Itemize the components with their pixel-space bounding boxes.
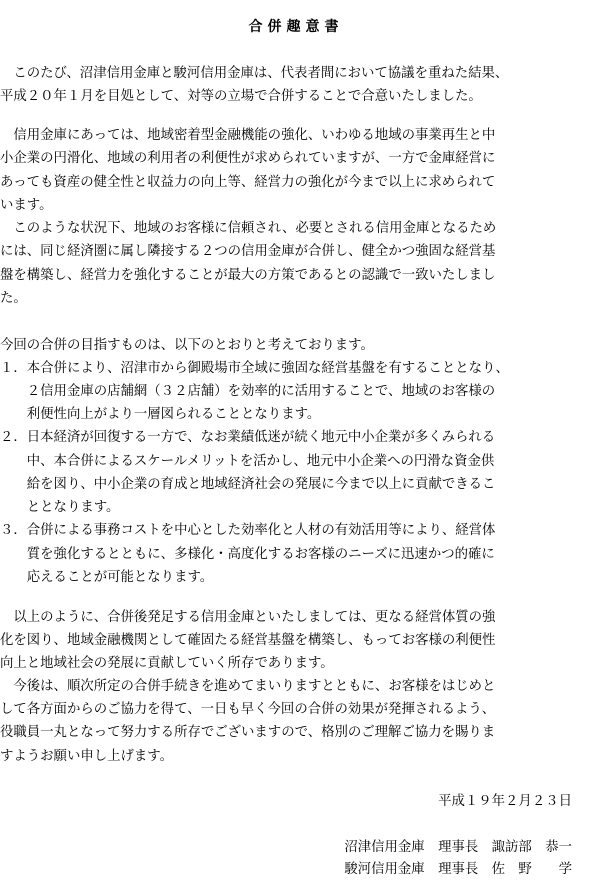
paragraph-4-line: 以上のように、合併後発足する信用金庫といたしましては、更なる経営体質の強 (0, 610, 496, 625)
goal-1-line: １．本合併により、沼津市から御殿場市全域に強固な経営基盤を有することとなり、 (0, 361, 509, 376)
signatory-numazu: 沼津信用金庫 理事長 諏訪部 恭一 (344, 840, 572, 855)
goal-2-line: ととなります。 (0, 500, 120, 515)
goal-2-line: ２．日本経済が回復する一方で、なお業績低迷が続く地元中小企業が多くみられる (0, 430, 496, 445)
goal-2-line: 中、本合併によるスケールメリットを活かし、地元中小企業への円滑な資金供 (0, 454, 495, 469)
goal-3-line: 応えることが可能となります。 (0, 570, 214, 585)
goal-2-line: 給を図り、中小企業の育成と地域経済社会の発展に今まで以上に貢献できるこ (0, 477, 496, 492)
paragraph-3-line: には、同じ経済圏に属し隣接する２つの信用金庫が合併し、健全かつ強固な経営基 (0, 244, 496, 259)
paragraph-3-line: た。 (0, 291, 27, 306)
goal-3-line: ３．合併による事務コストを中心とした効率化と人材の有効活用等により、経営体 (0, 523, 496, 538)
paragraph-3-line: このような状況下、地域のお客様に信頼され、必要とされる信用金庫となるため (0, 221, 497, 236)
goals-intro: 今回の合併の目指すものは、以下のとおりと考えております。 (0, 338, 374, 353)
goal-1-line: ２信用金庫の店舗網（３２店舗）を効率的に活用することで、地域のお客様の (0, 384, 496, 399)
paragraph-1-line: 平成２０年１月を目処として、対等の立場で合併することで合意いたしました。 (0, 89, 482, 104)
paragraph-4-line: 向上と地域社会の発展に貢献していく所存であります。 (0, 656, 334, 671)
signatory-suruga: 駿河信用金庫 理事長 佐 野 学 (344, 862, 572, 877)
document-title: 合併趣意書 (248, 19, 344, 35)
document-date: 平成１９年２月２３日 (438, 794, 572, 809)
paragraph-4-line: 化を図り、地域金融機関として確固たる経営基盤を構築し、もってお客様の利便性 (0, 633, 496, 648)
paragraph-2-line: あっても資産の健全性と収益力の向上等、経営力の強化が今まで以上に求められて (0, 175, 496, 190)
paragraph-5-line: 今後は、順次所定の合併手続きを進めてまいりますとともに、お客様をはじめと (0, 679, 496, 694)
paragraph-2-line: います。 (0, 198, 53, 213)
paragraph-2-line: 小企業の円滑化、地域の利用者の利便性が求められていますが、一方で金庫経営に (0, 151, 496, 166)
paragraph-1-line: このたび、沼津信用金庫と駿河信用金庫は、代表者間において協議を重ねた結果、 (0, 66, 509, 81)
goal-3-line: 質を強化するとともに、多様化・高度化するお客様のニーズに迅速かつ的確に (0, 547, 495, 562)
paragraph-3-line: 盤を構築し、経営力を強化することが最大の方策であるとの認識で一致いたしまし (0, 268, 496, 283)
paragraph-5-line: すようお願い申し上げます。 (0, 749, 174, 764)
paragraph-2-line: 信用金庫にあっては、地域密着型金融機能の強化、いわゆる地域の事業再生と中 (0, 128, 496, 143)
goal-1-line: 利便性向上がより一層図られることとなります。 (0, 407, 321, 422)
paragraph-5-line: して各方面からのご協力を得て、一日も早く今回の合併の効果が発揮されるよう、 (0, 702, 496, 717)
paragraph-5-line: 役職員一丸となって努力する所存でございますので、格別のご理解ご協力を賜りま (0, 725, 496, 740)
